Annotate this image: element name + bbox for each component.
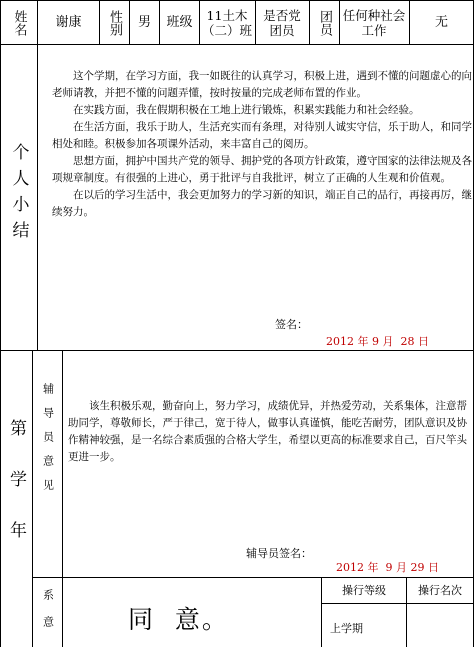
- social-work-label: 任何种社会工作: [342, 7, 406, 38]
- semester-side-label: 第学年: [6, 418, 26, 572]
- counselor-opinion: 该生积极乐观，勤奋向上，努力学习，成绩优异，并热爱劳动，关系集体，注意帮助同学，尊敬师长，严于律己，宽于待人，做事认真谨慎，能吃苦耐劳，团队意识及协作精神较强，是一名综合素质强的合格大学生，希望以更高的标准要求自己，百尺竿头更进一步。: [68, 400, 467, 463]
- counselor-divider: [62, 350, 63, 647]
- counselor-date: 2012 年 9 月 29 日: [336, 561, 439, 574]
- conduct-grade-label: 操行等级: [342, 584, 386, 597]
- counselor-sign-label: 辅导员签名：: [246, 547, 312, 560]
- summary-bottom-line: [0, 350, 474, 351]
- summary-divider: [37, 44, 38, 350]
- counselor-text-block: [68, 398, 470, 466]
- gender-value: 男: [137, 15, 151, 30]
- dept-label: 系意: [41, 589, 55, 643]
- summary-paragraph: 思想方面，拥护中国共产党的领导、拥护党的各项方针政策，遵守国家的法律法规及各项规章制度。有很强的上进心，勇于批评与自我批评，树立了正确的人生观和价值观。: [52, 155, 472, 184]
- header-divider: [339, 0, 340, 44]
- gender-label: 性别: [107, 9, 122, 36]
- summary-paragraph: 在生活方面，我乐于助人，生活充实而有条理，对待别人诚实守信，乐于助人，和同学相处和睦。积极参加各项课外活动，来丰富自己的阅历。: [52, 121, 472, 150]
- summary-text: [52, 68, 472, 221]
- dept-opinion: 同 意。: [128, 605, 229, 634]
- summary-side-label: 个人小结: [8, 143, 29, 247]
- party-label: 是否党团员: [263, 7, 301, 38]
- name-label: 姓名: [11, 9, 27, 36]
- summary-date: 2012 年 9 月 28 日: [326, 335, 429, 348]
- counselor-label: 辅导员意见: [41, 382, 55, 503]
- summary-paragraph: 在以后的学习生活中，我会更加努力的学习新的知识，端正自己的品行，再接再厉，继续努力。: [52, 189, 472, 218]
- conduct-rank-label: 操行名次: [418, 584, 462, 597]
- social-work-value: 无: [434, 15, 448, 30]
- name-value: 谢康: [55, 15, 82, 30]
- header-divider: [255, 0, 256, 44]
- first-term-label: 上学期: [330, 622, 363, 635]
- class-label: 班级: [166, 15, 193, 30]
- header-divider: [199, 0, 200, 44]
- conduct-row-line: [321, 603, 474, 604]
- league-value: 团员: [317, 9, 332, 36]
- class-value: 11土木（二）班: [202, 7, 253, 38]
- header-bottom-line: [0, 44, 474, 45]
- summary-paragraph: 在实践方面，我在假期积极在工地上进行锻炼，积累实践能力和社会经验。: [73, 104, 420, 116]
- summary-paragraph: 这个学期，在学习方面，我一如既往的认真学习，积极上进，遇到不懂的问题虚心的向老师请教，并把不懂的问题弄懂，按时按量的完成老师布置的作业。: [52, 70, 472, 99]
- summary-sign-label: 签名：: [275, 318, 308, 331]
